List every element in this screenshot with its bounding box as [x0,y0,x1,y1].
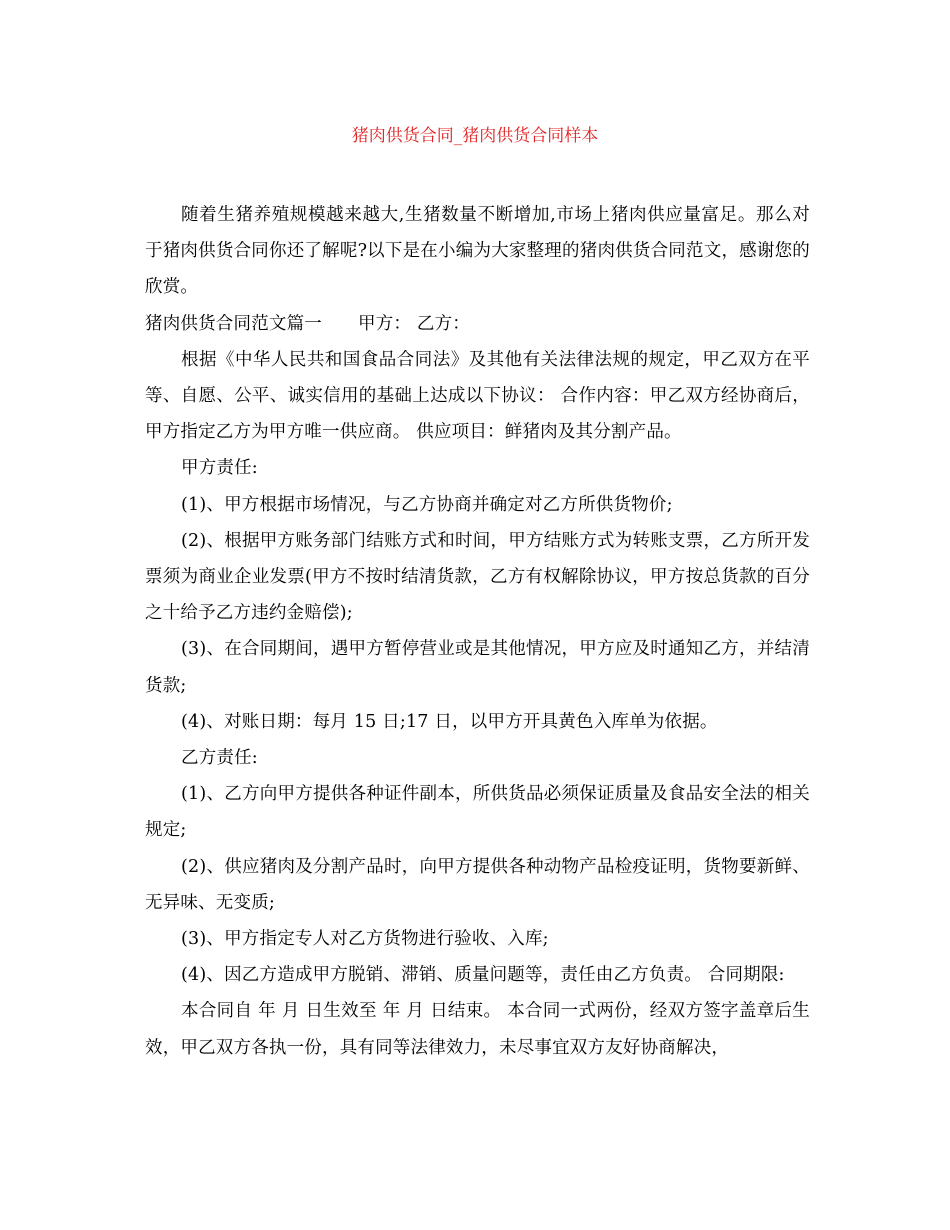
party-b-label: 乙方： [416,313,470,334]
intro-paragraph: 随着生猪养殖规模越来越大,生猪数量不断增加,市场上猪肉供应量富足。那么对于猪肉供货合同你还了解呢?以下是在小编为大家整理的猪肉供货合同范文，感谢您的欣赏。 [145,205,810,298]
party-a-duty-1: (1)、甲方根据市场情况，与乙方协商并确定对乙方所供货物价; [181,494,673,515]
party-b-duty-3: (3)、甲方指定专人对乙方货物进行验收、入库; [181,929,549,950]
section-heading-line [145,306,810,342]
party-a-duties-heading: 甲方责任: [181,458,258,479]
party-b-duties-heading: 乙方责任: [181,748,258,769]
party-b-duty-2: (2)、供应猪肉及分割产品时，向甲方提供各种动物产品检疫证明，货物要新鲜、无异味、无变质; [145,856,810,913]
contract-term-paragraph: 本合同自 年 月 日生效至 年 月 日结束。 本合同一式两份，经双方签字盖章后生效，甲乙双方各执一份，具有同等法律效力，未尽事宜双方友好协商解决， [145,1001,810,1058]
party-b-duty-1: (1)、乙方向甲方提供各种证件副本，所供货品必须保证质量及食品安全法的相关规定; [145,784,810,841]
document-title: 猪肉供货合同_猪肉供货合同样本 [351,126,599,146]
document-body [145,197,810,1066]
party-a-label: 甲方： [358,313,412,334]
party-b-duty-4: (4)、因乙方造成甲方脱销、滞销、质量问题等，责任由乙方负责。 合同期限: [181,965,785,986]
section-heading: 猪肉供货合同范文篇一 [145,313,322,334]
party-a-duty-4: (4)、对账日期：每月 15 日;17 日，以甲方开具黄色入库单为依据。 [181,711,718,732]
party-a-duty-3: (3)、在合同期间，遇甲方暂停营业或是其他情况，甲方应及时通知乙方，并结清货款; [145,639,810,696]
party-a-duty-2: (2)、根据甲方账务部门结账方式和时间，甲方结账方式为转账支票，乙方所开发票须为商业企业发票(甲方不按时结清货款，乙方有权解除协议，甲方按总货款的百分之十给予乙方违约金赔偿); [145,530,810,624]
agreement-basis-paragraph: 根据《中华人民共和国食品合同法》及其他有关法律法规的规定，甲乙双方在平等、自愿、公平、诚实信用的基础上达成以下协议： 合作内容：甲乙双方经协商后，甲方指定乙方为甲方唯一供应商。 供应项目：鲜猪肉及其分割产品。 [145,349,810,443]
